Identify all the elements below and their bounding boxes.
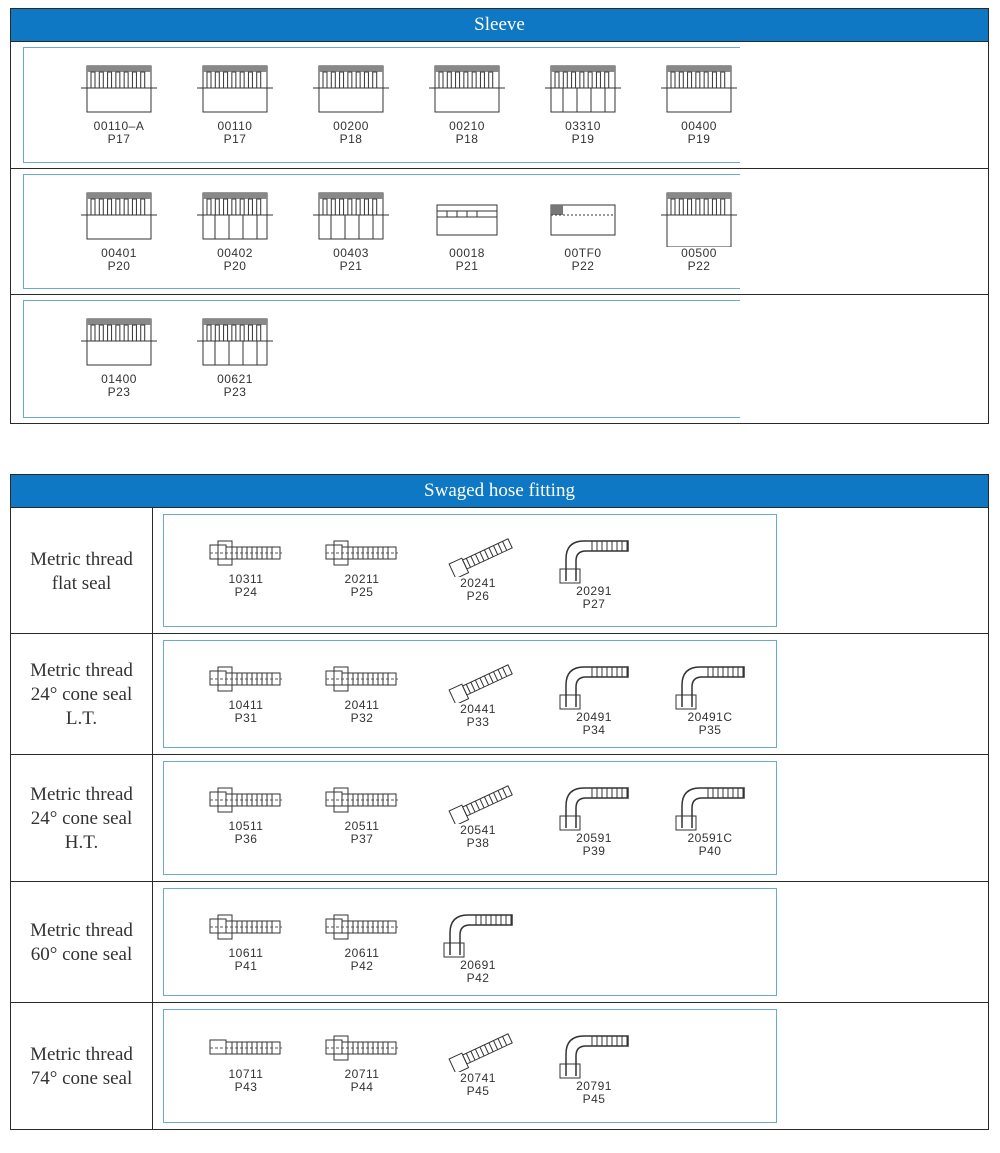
fitting-row: [11, 881, 988, 1002]
page-ref: P31: [234, 711, 258, 725]
fitting-item: [188, 533, 304, 611]
elbow-90-fitting-icon: [554, 780, 634, 832]
part-code: 00TF0: [564, 246, 602, 260]
page-ref: P26: [466, 589, 490, 603]
fitting-item: [304, 1028, 420, 1106]
sleeve-item: [177, 317, 293, 399]
sleeve-drawing-icon: [195, 317, 275, 373]
fitting-row-label: Metric thread 74° cone seal: [11, 1003, 153, 1129]
sleeve-item: [641, 64, 757, 146]
fitting-row-label: Metric thread 24° cone seal L.T.: [11, 634, 153, 754]
part-code: 00402: [217, 246, 253, 260]
sleeve-drawing-icon: [79, 317, 159, 373]
sleeve-item: [525, 191, 641, 273]
sleeve-drawing-icon: [543, 191, 623, 247]
sleeve-items: [61, 317, 293, 399]
sleeve-table: [10, 8, 989, 424]
sleeve-row: [11, 294, 988, 423]
page-ref: P41: [234, 959, 258, 973]
fitting-item: [536, 1028, 652, 1106]
part-code: 10511: [228, 819, 264, 833]
fitting-row: [11, 754, 988, 881]
fitting-row-frame: [163, 761, 777, 875]
part-code: 00110: [217, 119, 253, 133]
part-code: 20441: [460, 702, 496, 716]
sleeve-item: [61, 64, 177, 146]
fitting-row-frame: [163, 888, 777, 996]
part-code: 00500: [681, 246, 717, 260]
part-code: 00403: [333, 246, 369, 260]
elbow-90-fitting-icon: [554, 1028, 634, 1080]
elbow-90-fitting-icon: [670, 659, 750, 711]
fitting-item: [420, 907, 536, 985]
page-ref: P38: [466, 836, 490, 850]
sleeve-drawing-icon: [427, 191, 507, 247]
fitting-item: [188, 659, 304, 737]
fitting-row: [11, 507, 988, 633]
fitting-item: [536, 659, 652, 737]
page-ref: P43: [234, 1080, 258, 1094]
fitting-row: [11, 633, 988, 754]
part-code: 20791: [576, 1079, 612, 1093]
sleeve-item: [525, 64, 641, 146]
fitting-item: [536, 533, 652, 611]
page-ref: P19: [571, 132, 595, 146]
part-code: 20691: [460, 958, 496, 972]
sleeve-row: [11, 168, 988, 294]
sleeve-item: [61, 191, 177, 273]
part-code: 00401: [101, 246, 137, 260]
straight-fitting-icon: [206, 780, 286, 820]
page-ref: P45: [466, 1084, 490, 1098]
part-code: 20611: [344, 946, 380, 960]
fitting-item: [188, 907, 304, 985]
part-code: 20591: [576, 831, 612, 845]
page-ref: P37: [350, 832, 374, 846]
page-ref: P18: [339, 132, 363, 146]
elbow-45-fitting-icon: [438, 780, 518, 824]
sleeve-item: [61, 317, 177, 399]
page-ref: P23: [223, 385, 247, 399]
elbow-90-fitting-icon: [554, 533, 634, 585]
page-ref: P17: [107, 132, 131, 146]
page-ref: P21: [455, 259, 479, 273]
fitting-item: [188, 780, 304, 858]
straight-fitting-icon: [322, 533, 402, 573]
page-ref: P17: [223, 132, 247, 146]
sleeve-drawing-icon: [79, 64, 159, 120]
fitting-row-label: Metric thread 60° cone seal: [11, 882, 153, 1002]
sleeve-drawing-icon: [659, 64, 739, 120]
page-ref: P25: [350, 585, 374, 599]
straight-fitting-icon: [322, 907, 402, 947]
sleeve-drawing-icon: [311, 64, 391, 120]
straight-fitting-icon: [322, 780, 402, 820]
straight-fitting-icon: [206, 1028, 286, 1068]
sleeve-drawing-icon: [659, 191, 739, 247]
part-code: 20741: [460, 1071, 496, 1085]
part-code: 20711: [344, 1067, 380, 1081]
part-code: 00110–A: [93, 119, 145, 133]
fitting-item: [304, 659, 420, 737]
fitting-item: [652, 659, 768, 737]
part-code: 03310: [565, 119, 601, 133]
part-code: 20511: [344, 819, 380, 833]
page-ref: P22: [687, 259, 711, 273]
sleeve-drawing-icon: [195, 64, 275, 120]
sleeve-drawing-icon: [195, 191, 275, 247]
page-ref: P18: [455, 132, 479, 146]
page-ref: P23: [107, 385, 131, 399]
sleeve-item: [409, 64, 525, 146]
fitting-item: [536, 780, 652, 858]
fitting-item: [420, 780, 536, 858]
part-code: 20241: [460, 576, 496, 590]
sleeve-item: [177, 191, 293, 273]
straight-fitting-icon: [206, 659, 286, 699]
fitting-row-label: Metric thread flat seal: [11, 508, 153, 633]
part-code: 01400: [101, 372, 137, 386]
page-ref: P24: [234, 585, 258, 599]
page-ref: P40: [698, 844, 722, 858]
fitting-item: [304, 533, 420, 611]
part-code: 00621: [217, 372, 253, 386]
fitting-items: [188, 1028, 652, 1106]
elbow-45-fitting-icon: [438, 659, 518, 703]
page-ref: P45: [582, 1092, 606, 1106]
straight-fitting-icon: [206, 533, 286, 573]
page-ref: P19: [687, 132, 711, 146]
page-ref: P33: [466, 715, 490, 729]
fitting-row-frame: [163, 514, 777, 627]
page-ref: P21: [339, 259, 363, 273]
part-code: 10311: [228, 572, 264, 586]
sleeve-item: [409, 191, 525, 273]
page-ref: P42: [350, 959, 374, 973]
fitting-table: [10, 474, 989, 1130]
fitting-item: [304, 907, 420, 985]
sleeve-drawing-icon: [427, 64, 507, 120]
sleeve-item: [293, 191, 409, 273]
fitting-header: Swaged hose fitting: [11, 475, 988, 507]
page-ref: P34: [582, 723, 606, 737]
fitting-row: [11, 1002, 988, 1129]
page-ref: P20: [107, 259, 131, 273]
sleeve-item: [293, 64, 409, 146]
sleeve-item: [177, 64, 293, 146]
part-code: 20591C: [687, 831, 733, 845]
fitting-item: [420, 533, 536, 611]
straight-fitting-icon: [206, 907, 286, 947]
page-ref: P42: [466, 971, 490, 985]
page-ref: P35: [698, 723, 722, 737]
fitting-items: [188, 659, 768, 737]
fitting-row-frame: [163, 640, 777, 748]
part-code: 20211: [344, 572, 380, 586]
fitting-row-label: Metric thread 24° cone seal H.T.: [11, 755, 153, 881]
part-code: 20541: [460, 823, 496, 837]
part-code: 10711: [228, 1067, 264, 1081]
sleeve-header: Sleeve: [11, 9, 988, 41]
elbow-45-fitting-icon: [438, 533, 518, 577]
page-ref: P36: [234, 832, 258, 846]
sleeve-drawing-icon: [543, 64, 623, 120]
part-code: 20411: [344, 698, 380, 712]
part-code: 00200: [333, 119, 369, 133]
elbow-90-fitting-icon: [438, 907, 518, 959]
page-ref: P44: [350, 1080, 374, 1094]
fitting-item: [420, 659, 536, 737]
sleeve-items: [61, 191, 757, 273]
fitting-item: [420, 1028, 536, 1106]
straight-fitting-icon: [322, 1028, 402, 1068]
fitting-item: [652, 780, 768, 858]
fitting-item: [304, 780, 420, 858]
elbow-45-fitting-icon: [438, 1028, 518, 1072]
fitting-item: [188, 1028, 304, 1106]
fitting-items: [188, 533, 652, 611]
elbow-90-fitting-icon: [554, 659, 634, 711]
sleeve-drawing-icon: [311, 191, 391, 247]
part-code: 00018: [449, 246, 485, 260]
straight-fitting-icon: [322, 659, 402, 699]
elbow-90-fitting-icon: [670, 780, 750, 832]
page-ref: P20: [223, 259, 247, 273]
part-code: 00210: [449, 119, 485, 133]
page-ref: P22: [571, 259, 595, 273]
part-code: 20491: [576, 710, 612, 724]
sleeve-items: [61, 64, 757, 146]
fitting-row-frame: [163, 1009, 777, 1123]
sleeve-row: [11, 41, 988, 168]
page-ref: P39: [582, 844, 606, 858]
part-code: 10411: [228, 698, 264, 712]
part-code: 10611: [228, 946, 264, 960]
part-code: 00400: [681, 119, 717, 133]
sleeve-item: [641, 191, 757, 273]
page-ref: P27: [582, 597, 606, 611]
part-code: 20491C: [687, 710, 733, 724]
sleeve-drawing-icon: [79, 191, 159, 247]
fitting-items: [188, 907, 536, 985]
fitting-items: [188, 780, 768, 858]
page-ref: P32: [350, 711, 374, 725]
part-code: 20291: [576, 584, 612, 598]
